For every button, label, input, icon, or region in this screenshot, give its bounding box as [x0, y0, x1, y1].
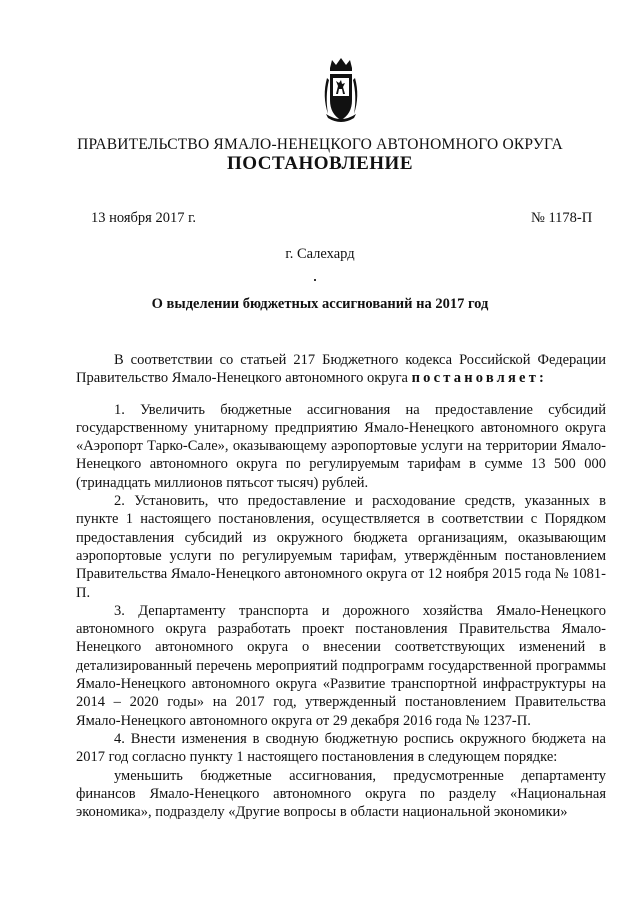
document-number: № 1178-П [531, 210, 593, 226]
decree-word: постановляет: [411, 370, 548, 387]
document-city: г. Салехард [285, 246, 355, 262]
intro-text: В соответствии со статьей 217 Бюджетного кодекса Российской Федерации Правительство Ямало-Ненецкого автономного округа [76, 352, 606, 387]
item-1-paragraph: 1. Увеличить бюджетные ассигнования на предоставление субсидий государственному унитарному предприятию Ямало-Ненецкого автономного округа «Аэропорт Тарко-Сале», оказывающему аэропортовые услуги на территории Ямало-Ненецкого автономного округа по регулируемым тарифам в сумме 13 500 000 (тринадцать миллионов пятьсот тысяч) рублей. [76, 401, 606, 491]
separator-dot [314, 279, 316, 281]
intro-paragraph [76, 351, 606, 388]
coat-of-arms-icon [318, 56, 364, 126]
document-body [76, 351, 606, 821]
document-date: 13 ноября 2017 г. [91, 210, 197, 226]
item-2-paragraph: 2. Установить, что предоставление и расходование средств, указанных в пункте 1 настоящего постановления, осуществляется в соответствии с Порядком предоставления субсидий из окружного бюджета организациям, оказывающим аэропортовые услуги по регулируемым тарифам, утверждённым постановлением Правительства Ямало-Ненецкого автономного округа от 12 ноября 2015 года № 1081-П. [76, 493, 606, 601]
government-name: ПРАВИТЕЛЬСТВО ЯМАЛО-НЕНЕЦКОГО АВТОНОМНОГО ОКРУГА [77, 136, 563, 153]
item-4-paragraph: 4. Внести изменения в сводную бюджетную роспись окружного бюджета на 2017 год согласно пункту 1 настоящего постановления в следующем порядке: [76, 730, 606, 766]
item-3-paragraph: 3. Департаменту транспорта и дорожного хозяйства Ямало-Ненецкого автономного округа разработать проект постановления Правительства Ямало-Ненецкого автономного округа о внесении соответствующих изменений в детализированный перечень мероприятий подпрограмм государственной программы Ямало-Ненецкого автономного округа «Развитие транспортной инфраструктуры на 2014 – 2020 годы» на 2017 год, утвержденный постановлением Правительства Ямало-Ненецкого автономного округа от 29 декабря 2016 года № 1237-П. [76, 602, 606, 729]
document-type: ПОСТАНОВЛЕНИЕ [226, 153, 414, 174]
item-4-subparagraph: уменьшить бюджетные ассигнования, предусмотренные департаменту финансов Ямало-Ненецкого автономного округа по разделу «Национальная экономика», подразделу «Другие вопросы в области национальной экономики» [76, 767, 606, 821]
document-title: О выделении бюджетных ассигнований на 2017 год [151, 296, 489, 312]
